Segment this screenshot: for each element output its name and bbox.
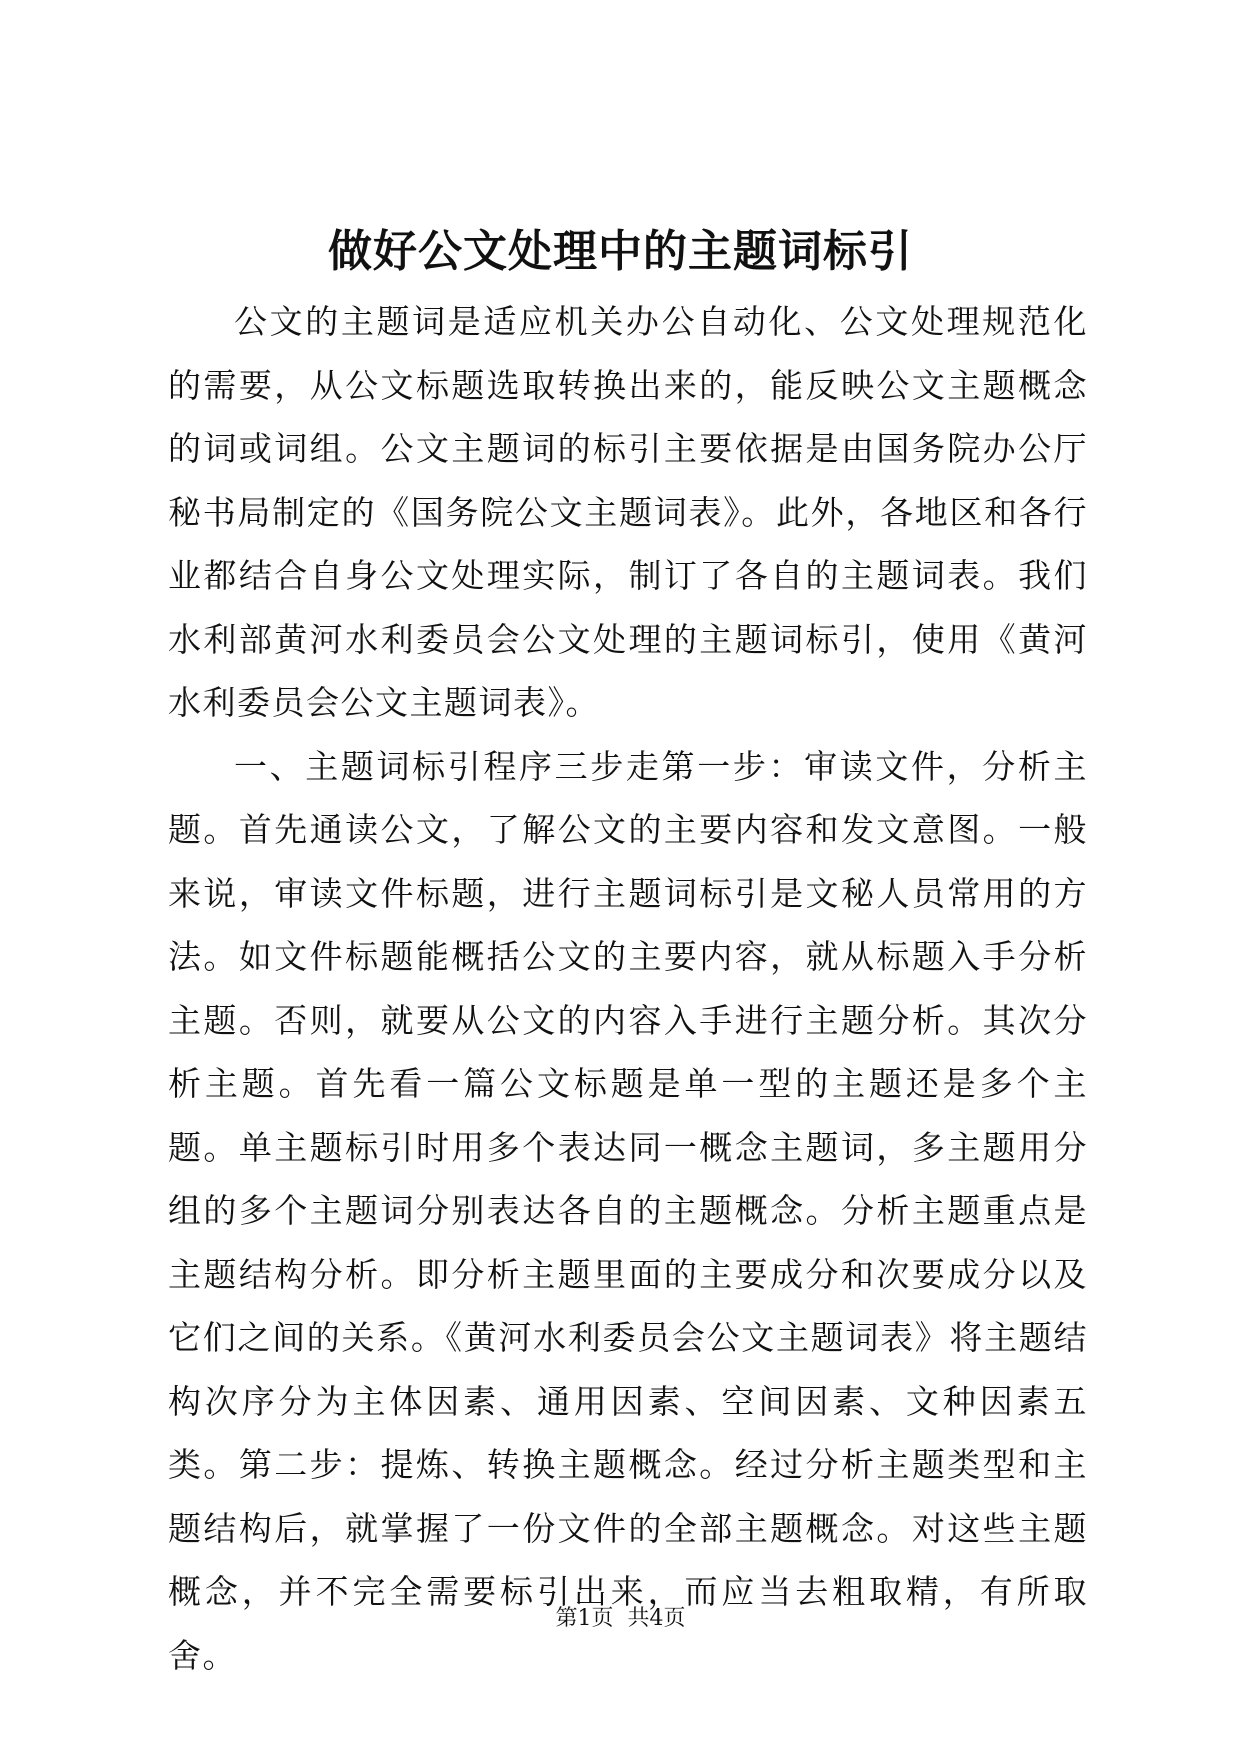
document-body: [168, 290, 1088, 1687]
paragraph-intro: 公文的主题词是适应机关办公自动化、公文处理规范化的需要，从公文标题选取转换出来的，能反映公文主题概念的词或词组。公文主题词的标引主要依据是由国务院办公厅秘书局制定的《国务院公文主题词表》。此外，各地区和各行业都结合自身公文处理实际，制订了各自的主题词表。我们水利部黄河水利委员会公文处理的主题词标引，使用《黄河水利委员会公文主题词表》。: [168, 302, 1088, 722]
page-suffix: 页: [663, 1606, 686, 1631]
total-pages-number: 4: [649, 1606, 664, 1631]
page-mid-text: 页 共: [591, 1606, 650, 1631]
page-footer: [0, 1604, 1241, 1634]
current-page-number: 1: [577, 1606, 592, 1631]
document-title: 做好公文处理中的主题词标引: [328, 226, 913, 277]
paragraph-procedure: 一、主题词标引程序三步走第一步：审读文件，分析主题。首先通读公文，了解公文的主要内容和发文意图。一般来说，审读文件标题，进行主题词标引是文秘人员常用的方法。如文件标题能概括公文的主要内容，就从标题入手分析主题。否则，就要从公文的内容入手进行主题分析。其次分析主题。首先看一篇公文标题是单一型的主题还是多个主题。单主题标引时用多个表达同一概念主题词，多主题用分组的多个主题词分别表达各自的主题概念。分析主题重点是主题结构分析。即分析主题里面的主要成分和次要成分以及它们之间的关系。《黄河水利委员会公文主题词表》将主题结构次序分为主体因素、通用因素、空间因素、文种因素五类。第二步：提炼、转换主题概念。经过分析主题类型和主题结构后，就掌握了一份文件的全部主题概念。对这些主题概念，并不完全需要标引出来，而应当去粗取精，有所取舍。: [168, 746, 1088, 1675]
page-prefix: 第: [555, 1606, 578, 1631]
